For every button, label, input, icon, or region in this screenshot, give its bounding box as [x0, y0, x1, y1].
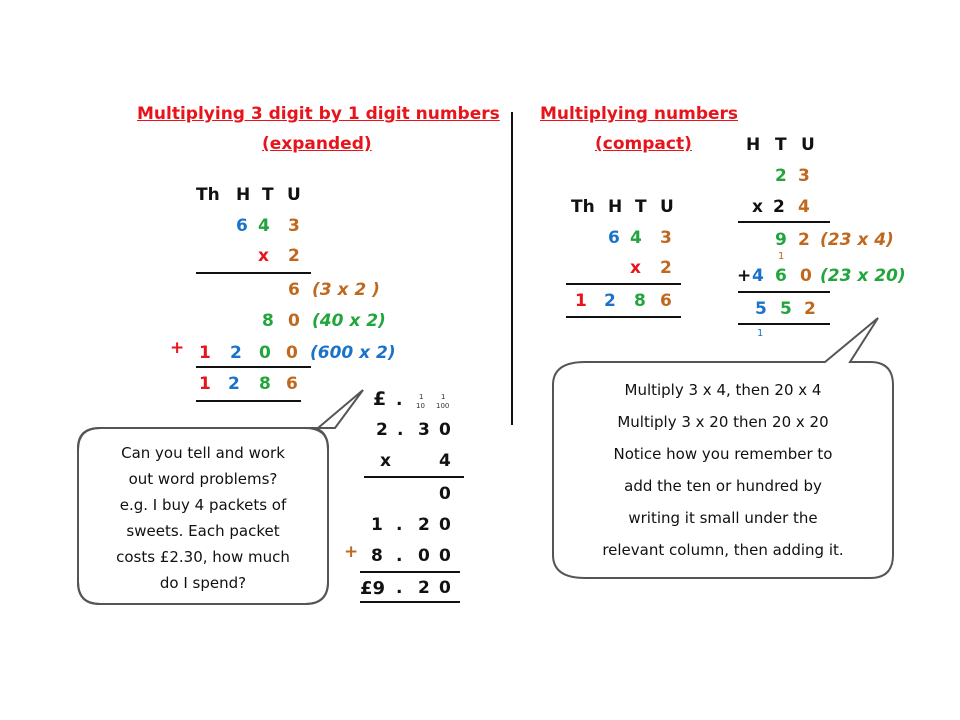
money-p2-tenths: 2 — [418, 515, 430, 535]
htu-line1 — [738, 221, 830, 223]
htu-ans-h: 5 — [755, 299, 767, 319]
left-p2-note: (40 x 2) — [312, 311, 386, 331]
money-p3-ones: 8 — [371, 546, 383, 566]
left-header-t: T — [262, 185, 274, 205]
right-title-line2: (compact) — [595, 134, 692, 154]
right-header-th: Th — [571, 197, 595, 217]
money-p2-dot: . — [396, 515, 403, 535]
htu-r1-u: 3 — [798, 166, 810, 186]
htu-header-t: T — [775, 135, 787, 155]
left-r2-2: 2 — [288, 246, 300, 266]
htu-carry1: 1 — [778, 251, 785, 262]
left-line1 — [196, 272, 311, 274]
left-bubble-line: e.g. I buy 4 packets of — [119, 496, 287, 514]
money-r1-hundredths: 0 — [439, 420, 451, 440]
htu-p2-t: 6 — [775, 266, 787, 286]
money-r1-ones: 2 — [376, 420, 388, 440]
htu-p2-h: 4 — [752, 266, 764, 286]
right-bubble-line: Multiply 3 x 4, then 20 x 4 — [624, 381, 822, 399]
htu-line3 — [738, 323, 830, 325]
money-r1-tenths: 3 — [418, 420, 430, 440]
right-bubble-line: Multiply 3 x 20 then 20 x 20 — [617, 413, 829, 431]
money-p3-hundredths: 0 — [439, 546, 451, 566]
htu-ans-u: 2 — [804, 299, 816, 319]
htu-r2-u: 4 — [798, 197, 810, 217]
money-line3 — [360, 601, 460, 603]
htu-p2-note: (23 x 20) — [820, 266, 906, 286]
htu-line2 — [738, 291, 830, 293]
right-ans-th: 1 — [575, 291, 587, 311]
right-header-u: U — [660, 197, 674, 217]
left-bubble-line: sweets. Each packet — [126, 522, 280, 540]
money-header-hundredths-num: 1 — [441, 393, 446, 401]
left-ans-th: 1 — [199, 374, 211, 394]
left-p3-th: 1 — [199, 343, 211, 363]
left-bubble-text — [0, 440, 406, 596]
left-p1-note: (3 x 2 ) — [312, 280, 380, 300]
htu-r2-t: 2 — [773, 197, 785, 217]
money-p2-hundredths: 0 — [439, 515, 451, 535]
money-ans-tenths: 2 — [418, 578, 430, 598]
htu-p1-u: 2 — [798, 230, 810, 250]
htu-carry2: 1 — [757, 328, 764, 339]
htu-r2-x: x — [752, 197, 763, 217]
money-p2-ones: 1 — [371, 515, 383, 535]
left-r1-u: 3 — [288, 216, 300, 236]
right-ans-u: 6 — [660, 291, 672, 311]
right-r2-x: x — [630, 258, 641, 278]
htu-p1-t: 9 — [775, 230, 787, 250]
right-title-line1: Multiplying numbers — [540, 104, 739, 124]
money-r1-dot: . — [397, 420, 404, 440]
left-line2 — [196, 366, 311, 368]
left-title-line2: (expanded) — [262, 134, 372, 154]
money-header-dot: . — [396, 390, 403, 410]
left-p3-h: 2 — [230, 343, 242, 363]
money-p3-dot: . — [396, 546, 403, 566]
right-line1 — [566, 283, 681, 285]
left-bubble-line: Can you tell and work — [121, 444, 285, 462]
money-header-hundredths-den: 100 — [436, 402, 450, 410]
left-plus: + — [170, 338, 185, 358]
money-plus: + — [344, 542, 359, 562]
left-title-line1: Multiplying 3 digit by 1 digit numbers — [137, 104, 500, 124]
right-r1-u: 3 — [660, 228, 672, 248]
right-r1-h: 6 — [608, 228, 620, 248]
left-p2-t: 8 — [262, 311, 274, 331]
right-r2-2: 2 — [660, 258, 672, 278]
left-line3 — [196, 400, 301, 402]
left-ans-h: 2 — [228, 374, 240, 394]
htu-r1-t: 2 — [775, 166, 787, 186]
money-r2-4: 4 — [439, 451, 451, 471]
right-header-t: T — [635, 197, 647, 217]
right-bubble-line: writing it small under the — [628, 509, 818, 527]
money-header-tenths-den: 10 — [416, 402, 425, 410]
left-r2-x: x — [258, 246, 269, 266]
left-p1: 6 — [288, 280, 300, 300]
left-bubble-line: out word problems? — [128, 470, 278, 488]
right-bubble-line: add the ten or hundred by — [624, 477, 822, 495]
htu-header-u: U — [801, 135, 815, 155]
right-ans-h: 2 — [604, 291, 616, 311]
right-ans-t: 8 — [634, 291, 646, 311]
htu-header-h: H — [746, 135, 761, 155]
left-header-u: U — [287, 185, 301, 205]
money-p1: 0 — [439, 484, 451, 504]
left-r1-t: 4 — [258, 216, 270, 236]
money-header-pound: £ — [373, 388, 387, 410]
right-bubble-line: Notice how you remember to — [613, 445, 833, 463]
left-ans-t: 8 — [259, 374, 271, 394]
left-bubble-line: costs £2.30, how much — [116, 548, 290, 566]
htu-plus: + — [737, 266, 752, 286]
money-header-tenths-num: 1 — [419, 393, 424, 401]
money-ans-dot: . — [396, 578, 403, 598]
left-p2-u: 0 — [288, 311, 300, 331]
left-header-h: H — [236, 185, 251, 205]
left-r1-h: 6 — [236, 216, 248, 236]
right-header-h: H — [608, 197, 623, 217]
left-ans-u: 6 — [286, 374, 298, 394]
money-ans-hundredths: 0 — [439, 578, 451, 598]
money-r2-x: x — [380, 451, 391, 471]
money-ans-ones: £9 — [360, 578, 386, 599]
money-p3-tenths: 0 — [418, 546, 430, 566]
htu-p1-note: (23 x 4) — [820, 230, 894, 250]
right-bubble-line: relevant column, then adding it. — [602, 541, 844, 559]
htu-p2-u: 0 — [800, 266, 812, 286]
right-bubble-text — [553, 374, 893, 566]
htu-ans-t: 5 — [780, 299, 792, 319]
left-p3-note: (600 x 2) — [310, 343, 396, 363]
right-line2 — [566, 316, 681, 318]
right-r1-t: 4 — [630, 228, 642, 248]
left-header-th: Th — [196, 185, 220, 205]
left-p3-u: 0 — [286, 343, 298, 363]
left-p3-t: 0 — [259, 343, 271, 363]
left-bubble-line: do I spend? — [159, 574, 247, 592]
